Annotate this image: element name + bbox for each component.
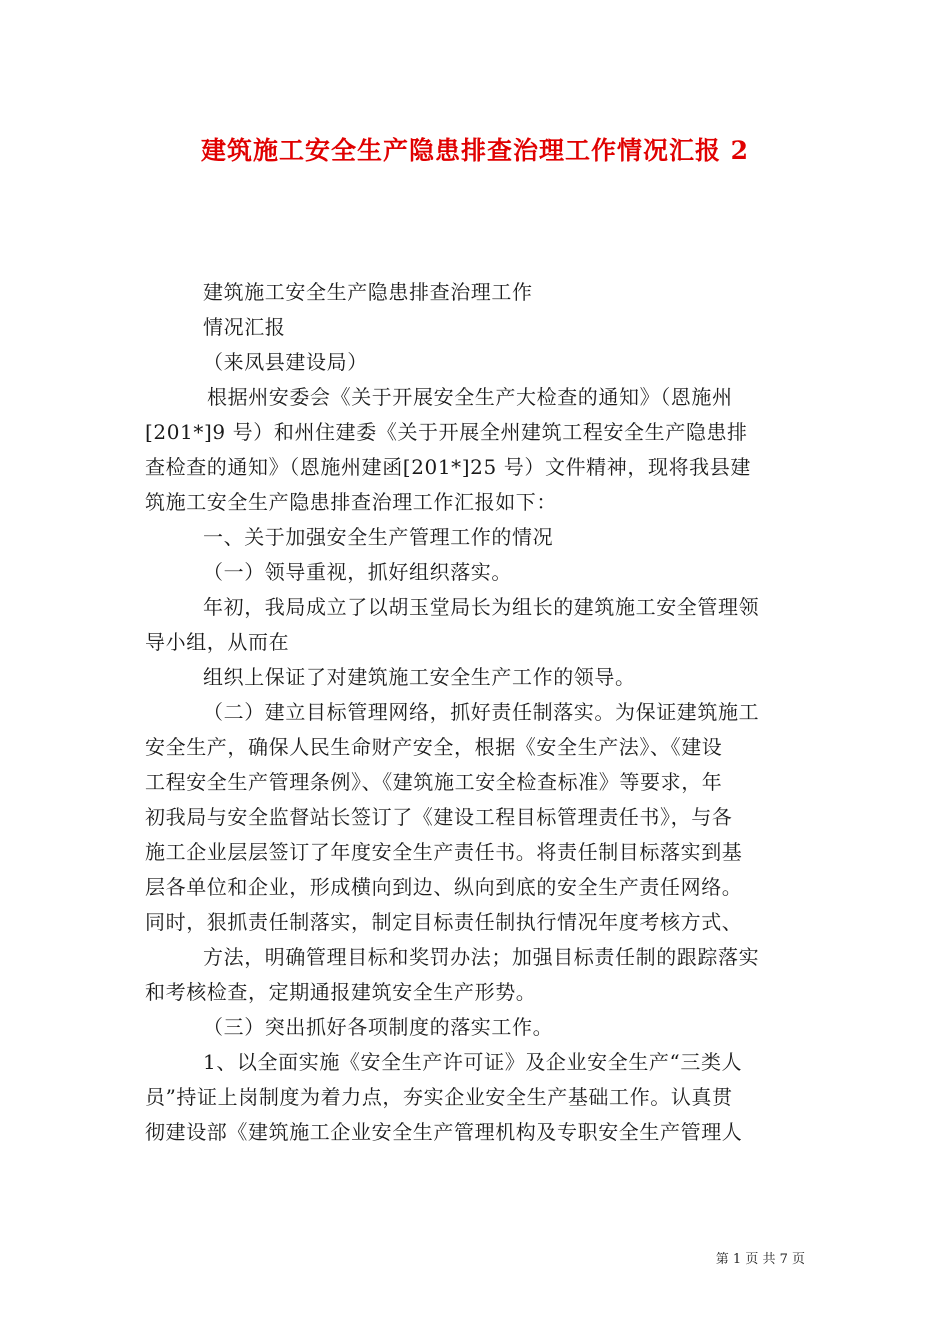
text-line: 和考核检查，定期通报建筑安全生产形势。: [145, 980, 537, 1004]
text-line: 方法，明确管理目标和奖罚办法；加强目标责任制的跟踪落实: [203, 945, 760, 969]
text-line: 员”持证上岗制度为着力点，夯实企业安全生产基础工作。认真贯: [145, 1085, 733, 1109]
text-line: （三）突出抓好各项制度的落实工作。: [203, 1015, 554, 1039]
text-line: 查检查的通知》（恩施州建函[201*]25 号）文件精神，现将我县建: [145, 455, 751, 479]
document-body: [145, 275, 815, 1150]
text-line: 初我局与安全监督站长签订了《建设工程目标管理责任书》，与各: [145, 805, 733, 829]
text-line: （一）领导重视，抓好组织落实。: [203, 560, 512, 584]
text-line: 情况汇报: [203, 315, 286, 339]
text-line: 1、以全面实施《安全生产许可证》及企业安全生产“三类人: [203, 1050, 743, 1074]
text-line: 导小组，从而在: [145, 630, 290, 654]
text-line: 彻建设部《建筑施工企业安全生产管理机构及专职安全生产管理人: [145, 1120, 743, 1144]
text-line: 根据州安委会《关于开展安全生产大检查的通知》（恩施州: [207, 385, 733, 409]
text-line: [201*]9 号）和州住建委《关于开展全州建筑工程安全生产隐患排: [145, 420, 748, 444]
text-line: 年初，我局成立了以胡玉堂局长为组长的建筑施工安全管理领: [203, 595, 760, 619]
text-line: 层各单位和企业，形成横向到边、纵向到底的安全生产责任网络。: [145, 875, 743, 899]
text-line: 工程安全生产管理条例》、《建筑施工安全检查标准》等要求，年: [145, 770, 723, 794]
document-title: 建筑施工安全生产隐患排查治理工作情况汇报 2: [200, 136, 750, 165]
text-line: 同时，狠抓责任制落实，制定目标责任制执行情况年度考核方式、: [145, 910, 743, 934]
text-line: 组织上保证了对建筑施工安全生产工作的领导。: [203, 665, 636, 689]
text-line: 施工企业层层签订了年度安全生产责任书。将责任制目标落实到基: [145, 840, 743, 864]
text-line: 建筑施工安全生产隐患排查治理工作: [203, 280, 533, 304]
text-line: 一、关于加强安全生产管理工作的情况: [203, 525, 554, 549]
text-line: 安全生产，确保人民生命财产安全，根据《安全生产法》、《建设: [145, 735, 723, 759]
text-line: （二）建立目标管理网络，抓好责任制落实。为保证建筑施工: [203, 700, 760, 724]
text-line: （来凤县建设局）: [203, 350, 368, 374]
page-number: 第 1 页 共 7 页: [715, 1252, 805, 1267]
text-line: 筑施工安全生产隐患排查治理工作汇报如下：: [145, 490, 557, 514]
